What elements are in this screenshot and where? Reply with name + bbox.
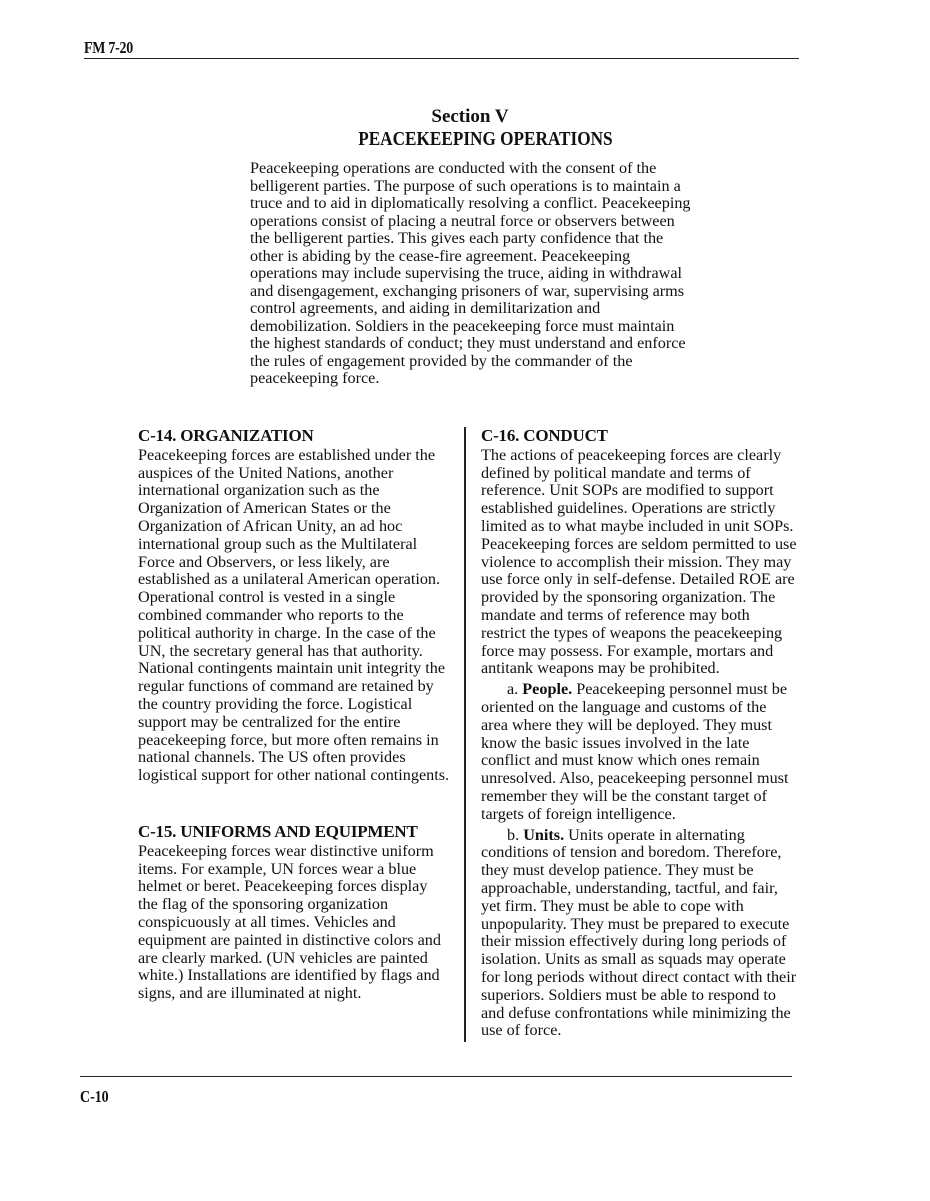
conduct-heading: C-16. CONDUCT — [481, 426, 608, 445]
units-text: Units operate in alternating conditions of tension and boredom. Therefore, they must develop patience. They must be approachable, understanding, tactful, and fair, yet firm. They must be able to cope with unpopularity. They must be prepared to execute their mission effectively during long periods of isolation. Units as small as squads may operate for long periods without direct contact with their superiors. Soldiers must be able to respond to and defuse confrontations while minimizing the use of force. — [481, 825, 797, 1040]
organization-heading: C-14. ORGANIZATION — [138, 426, 314, 445]
units-term: Units. — [523, 825, 565, 844]
section-title: PEACEKEEPING OPERATIONS — [358, 128, 613, 150]
column-divider — [464, 427, 466, 1042]
uniforms-paragraph: Peacekeeping forces wear distinctive uniform items. For example, UN forces wear a blue helmet or beret. Peacekeeping forces display the flag of the sponsoring organization conspicuously at all times. Vehicles and equipment are painted in distinctive colors and are clearly marked. (UN vehicles are painted white.) Installations are identified by flags and signs, and are illuminated at night. — [138, 841, 441, 1003]
right-column — [481, 427, 797, 1040]
units-label: b. — [507, 825, 520, 844]
units-paragraph — [481, 827, 797, 1041]
uniforms-heading: C-15. UNIFORMS AND EQUIPMENT — [138, 821, 418, 841]
page-number: C-10 — [80, 1087, 109, 1106]
conduct-paragraph: The actions of peacekeeping forces are clearly defined by political mandate and terms of reference. Unit SOPs are modified to support established guidelines. Operations are strictly limited as to what maybe included in unit SOPs. Peacekeeping forces are seldom permitted to use violence to accomplish their mission. They may use force only in self-defense. Detailed ROE are provided by the sponsoring organization. The mandate and terms of reference may both restrict the types of weapons the peacekeeping force may possess. For example, mortars and antitank weapons may be prohibited. — [481, 445, 797, 678]
manual-id: FM 7-20 — [84, 38, 133, 57]
section-heading — [340, 106, 613, 150]
people-paragraph — [481, 681, 797, 823]
people-term: People. — [522, 680, 573, 699]
header-rule — [84, 58, 799, 59]
left-column — [138, 427, 450, 1003]
organization-paragraph: Peacekeeping forces are established under the auspices of the United Nations, another international organization such as the Organization of American States or the Organization of African Unity, an ad hoc international group such as the Multilateral Force and Observers, or less likely, are established as a unilateral American operation. Operational control is vested in a single combined commander who reports to the political authority in charge. In the case of the UN, the secretary general has that authority. National contingents maintain unit integrity the regular functions of command are retained by the country providing the force. Logistical support may be centralized for the entire peacekeeping force, but more often remains in national channels. The US often provides logistical support for other national contingents. — [138, 445, 450, 785]
people-text: Peacekeeping personnel must be oriented on the language and customs of the area where they will be deployed. They must know the basic issues involved in the late conflict and must know which ones remain unresolved. Also, peacekeeping personnel must remember they will be the constant target of targets of foreign intelligence. — [481, 680, 789, 823]
intro-paragraph: Peacekeeping operations are conducted with the consent of the belligerent parties. The purpose of such operations is to maintain a truce and to aid in diplomatically resolving a conflict. Peacekeeping operations consist of placing a neutral force or observers between the belligerent parties. This gives each party confidence that the other is abiding by the cease-fire agreement. Peacekeeping operations may include supervising the truce, aiding in withdrawal and disengagement, exchanging prisoners of war, supervising arms control agreements, and aiding in demilitarization and demobilization. Soldiers in the peacekeeping force must maintain the highest standards of conduct; they must understand and enforce the rules of engagement provided by the commander of the peacekeeping force. — [250, 159, 691, 387]
footer-rule — [80, 1076, 792, 1077]
people-label: a. — [507, 680, 519, 699]
section-number: Section V — [431, 106, 509, 127]
